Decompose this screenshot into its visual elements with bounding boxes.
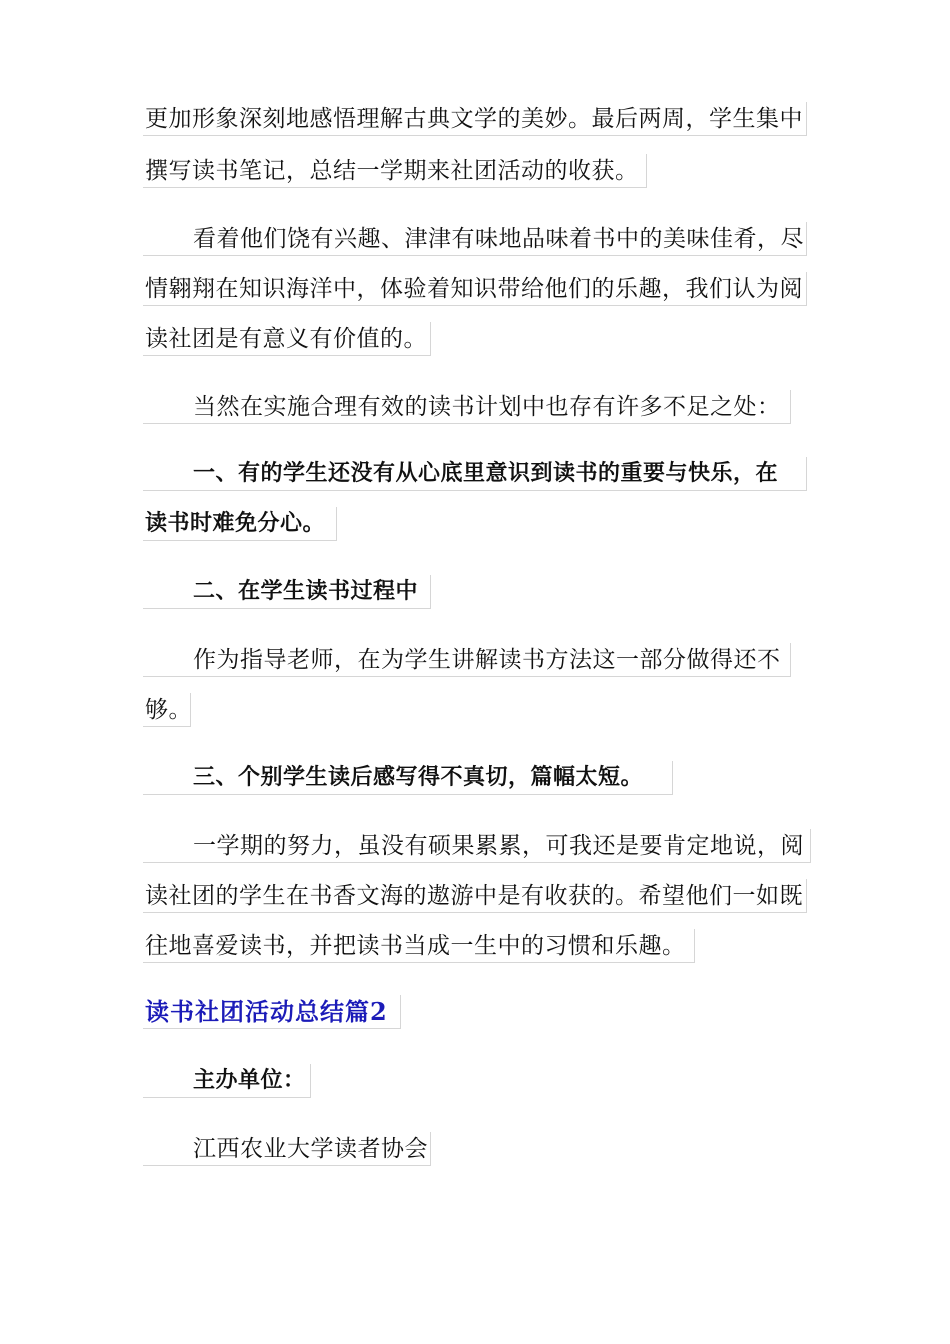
body-line: 够。 — [143, 693, 191, 727]
body-line: 情翱翔在知识海洋中，体验着知识带给他们的乐趣，我们认为阅 — [143, 272, 807, 306]
body-line: 往地喜爱读书，并把读书当成一生中的习惯和乐趣。 — [143, 929, 695, 963]
body-line: 撰写读书笔记，总结一学期来社团活动的收获。 — [143, 154, 647, 188]
section-heading: 读书社团活动总结篇2 — [143, 995, 401, 1029]
paragraph-line: 一学期的努力，虽没有硕果累累，可我还是要肯定地说，阅 — [143, 829, 811, 863]
bold-list-item: 三、个别学生读后感写得不真切，篇幅太短。 — [143, 761, 673, 795]
paragraph-line: 看着他们饶有兴趣、津津有味地品味着书中的美味佳肴，尽 — [143, 222, 807, 256]
body-line: 读社团的学生在书香文海的遨游中是有收获的。希望他们一如既 — [143, 879, 807, 913]
body-line: 更加形象深刻地感悟理解古典文学的美妙。最后两周，学生集中 — [143, 102, 807, 136]
body-line: 读社团是有意义有价值的。 — [143, 322, 431, 356]
bold-list-item: 二、在学生读书过程中 — [143, 575, 431, 609]
bold-label: 主办单位： — [143, 1064, 311, 1098]
bold-list-item: 一、有的学生还没有从心底里意识到读书的重要与快乐，在 — [143, 457, 807, 491]
paragraph-line: 当然在实施合理有效的读书计划中也存有许多不足之处： — [143, 390, 791, 424]
paragraph-line: 江西农业大学读者协会 — [143, 1132, 431, 1166]
bold-list-item: 读书时难免分心。 — [143, 507, 337, 541]
paragraph-line: 作为指导老师，在为学生讲解读书方法这一部分做得还不 — [143, 643, 791, 677]
